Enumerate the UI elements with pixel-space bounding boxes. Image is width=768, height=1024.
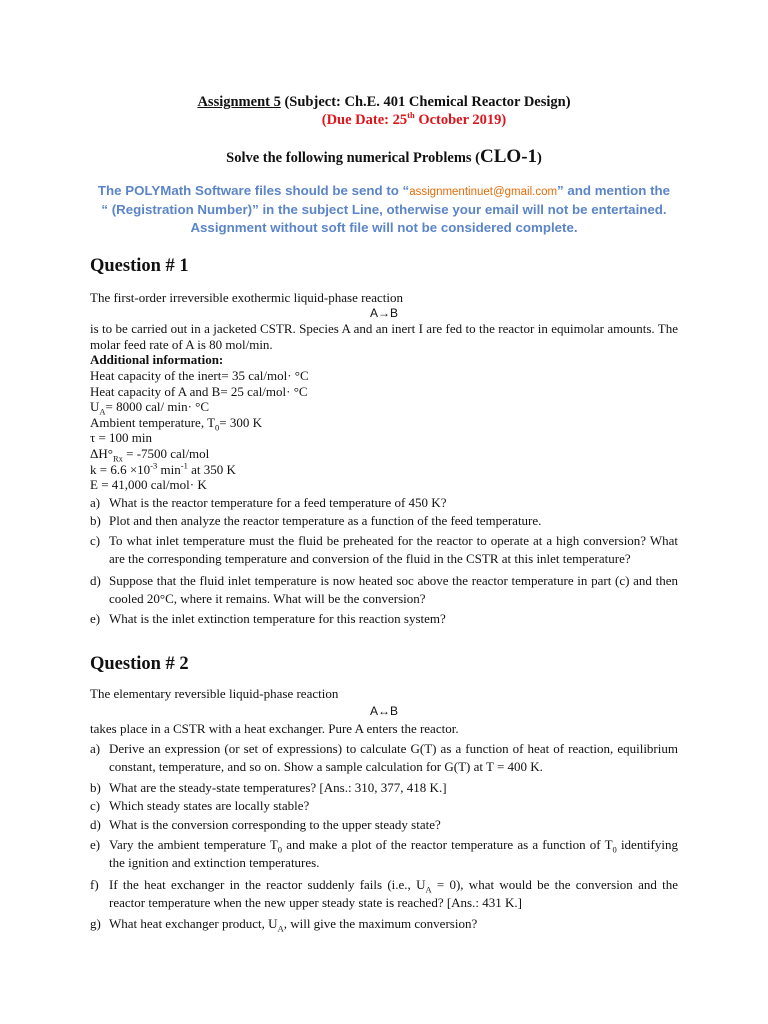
notice-part2: ” and mention the “ (Registration Number)” in the subject Line, otherwise your email will not be entertained. Assignment without soft file will not be considered complete. (101, 183, 671, 235)
q2-part-g (90, 916, 678, 932)
clo-label: CLO-1 (480, 146, 538, 167)
ua-sub: A (99, 406, 106, 417)
q1-part-e-text: What is the inlet extinction temperature for this reaction system? (109, 610, 446, 626)
q2-part-d (90, 817, 678, 833)
q2-description: takes place in a CSTR with a heat exchanger. Pure A enters the reactor. (90, 721, 459, 737)
q2-part-f-pre: If the heat exchanger in the reactor suddenly fails (i.e., U (109, 876, 426, 892)
q2-part-e-sub1: 0 (277, 844, 283, 855)
q1-description: is to be carried out in a jacketed CSTR. Species A and an inert I are fed to the reactor in equimolar amounts. The molar feed rate of A is 80 mol/min. (90, 321, 678, 352)
question-1-body (90, 290, 678, 627)
q1-reaction: A→B (369, 305, 398, 320)
q2-part-g-label: g) (90, 915, 101, 931)
q1-part-a-text: What is the reactor temperature for a feed temperature of 450 K? (109, 494, 447, 510)
amb-post: = 300 K (219, 414, 263, 430)
dh-pre: ΔH° (90, 445, 113, 461)
q1-part-b (90, 513, 678, 529)
q2-part-a (90, 740, 678, 777)
due-date (0, 112, 768, 129)
q2-part-b (90, 780, 678, 796)
k-post: at 350 K (187, 461, 236, 477)
q1-part-c-label: c) (90, 532, 101, 548)
q1-intro: The first-order irreversible exothermic liquid-phase reaction (90, 290, 403, 305)
notice-part1: The POLYMath Software files should be send to “ (97, 183, 410, 198)
q1-part-e (90, 611, 678, 627)
k-mid: min (157, 461, 181, 477)
q1-ua (90, 399, 678, 415)
q2-part-e-mid: and make a plot of the reactor temperature as a function of T (282, 836, 613, 852)
question-1-title: Question # 1 (90, 256, 189, 276)
submission-notice (95, 182, 673, 237)
q1-part-d (90, 572, 678, 609)
q2-part-f-label: f) (90, 876, 99, 892)
email-link[interactable]: assignmentinuet@gmail.com (409, 186, 558, 198)
q2-part-c-text: Which steady states are locally stable? (109, 798, 310, 814)
solve-suffix: ) (537, 150, 542, 166)
q2-part-b-label: b) (90, 779, 101, 795)
due-date-sup: th (407, 110, 415, 121)
solve-prefix: Solve the following numerical Problems ( (226, 150, 481, 166)
k-pre: k = 6.6 ×10 (90, 461, 151, 477)
q2-part-g-sub: A (277, 923, 284, 934)
ua-pre: U (90, 399, 100, 415)
q1-rate-constant (90, 462, 678, 478)
q1-cp-ab: Heat capacity of A and B= 25 cal/mol· °C (90, 383, 308, 399)
q2-part-g-pre: What heat exchanger product, U (109, 915, 278, 931)
q2-part-c (90, 798, 678, 814)
amb-pre: Ambient temperature, T (90, 414, 216, 430)
q2-part-f (90, 876, 678, 913)
due-date-suffix: October 2019) (414, 112, 507, 128)
q2-part-e (90, 836, 678, 873)
q2-part-c-label: c) (90, 798, 101, 814)
due-date-prefix: (Due Date: 25 (321, 112, 408, 128)
q2-part-f-post: = 0), what would be the conversion and the reactor temperature when the new upper steady state is reached? [Ans.: 431 K.] (109, 876, 678, 911)
q1-activation-energy: E = 41,000 cal/mol· K (90, 477, 207, 493)
subject-line: (Subject: Ch.E. 401 Chemical Reactor Design) (280, 94, 571, 110)
q2-part-g-post: , will give the maximum conversion? (283, 915, 478, 931)
question-2-title: Question # 2 (90, 654, 189, 674)
solve-heading (0, 146, 768, 168)
assignment-header (0, 94, 768, 111)
q2-part-e-pre: Vary the ambient temperature T (109, 836, 278, 852)
k-sup1: -3 (150, 460, 158, 471)
q2-reaction: A↔B (369, 703, 398, 718)
q1-part-d-label: d) (90, 572, 101, 588)
q2-part-a-label: a) (90, 740, 101, 756)
q1-ambient-temp (90, 415, 678, 431)
ua-post: = 8000 cal/ min· °C (105, 399, 210, 415)
q1-parts (90, 495, 678, 627)
q1-part-e-label: e) (90, 610, 101, 626)
dh-sub: Rx (112, 453, 123, 464)
q2-part-b-text: What are the steady-state temperatures? [Ans.: 310, 377, 418 K.] (109, 779, 447, 795)
q1-part-c (90, 532, 678, 569)
q1-delta-h (90, 446, 678, 462)
q1-part-a-label: a) (90, 494, 101, 510)
amb-sub: 0 (215, 422, 220, 433)
q1-additional-info-label: Additional information: (90, 352, 224, 368)
q1-cp-inert: Heat capacity of the inert= 35 cal/mol· °C (90, 367, 309, 383)
q2-part-e-sub2: 0 (612, 844, 617, 855)
q1-part-b-text: Plot and then analyze the reactor temperature as a function of the feed temperature. (109, 513, 542, 529)
question-2-body (90, 686, 678, 934)
q2-intro: The elementary reversible liquid-phase reaction (90, 686, 339, 701)
q2-part-a-text: Derive an expression (or set of expressions) to calculate G(T) as a function of heat of reaction, equilibrium constant, temperature, and so on. Show a sample calculation for G(T) at T = 400 K. (109, 740, 678, 775)
q1-part-a (90, 495, 678, 511)
dh-post: = -7500 cal/mol (122, 445, 210, 461)
q2-parts (90, 740, 678, 934)
q1-part-b-label: b) (90, 513, 101, 529)
q2-part-e-label: e) (90, 836, 101, 852)
q2-part-f-sub: A (425, 884, 432, 895)
k-sup2: -1 (180, 460, 188, 471)
q1-tau: τ = 100 min (90, 430, 153, 446)
q2-part-e-post: identifying the ignition and extinction temperatures. (109, 836, 678, 871)
q2-part-d-label: d) (90, 816, 101, 832)
q1-part-d-text: Suppose that the fluid inlet temperature is now heated soc above the reactor temperature in part (c) and then cooled 20°C, where it remains. What will be the conversion? (109, 572, 678, 607)
q2-part-d-text: What is the conversion corresponding to the upper steady state? (109, 816, 441, 832)
assignment-number: Assignment 5 (197, 94, 281, 110)
q1-part-c-text: To what inlet temperature must the fluid be preheated for the reactor to operate at a high conversion? What are the corresponding temperature and conversion of the fluid in the CSTR at this inlet temperature? (109, 532, 678, 567)
